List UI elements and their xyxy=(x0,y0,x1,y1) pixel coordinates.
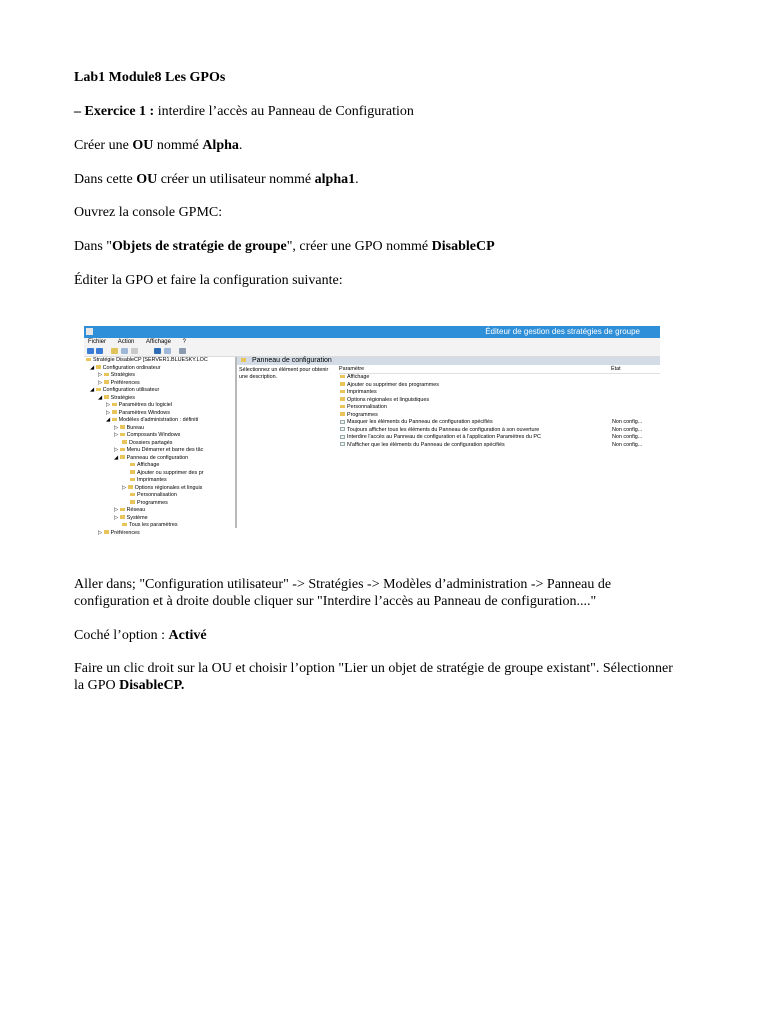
folder-icon xyxy=(104,530,109,534)
settings-icon xyxy=(122,523,127,527)
folder-icon xyxy=(130,463,135,467)
folder-icon xyxy=(130,493,135,497)
folder-icon xyxy=(130,500,135,504)
menu-item-fichier[interactable]: Fichier xyxy=(88,339,107,345)
filter-icon[interactable] xyxy=(179,348,186,354)
folder-icon xyxy=(104,380,109,384)
tree-item[interactable]: ▷ Stratégies xyxy=(98,372,135,378)
column-etat[interactable]: État xyxy=(611,366,621,372)
folder-icon xyxy=(340,390,345,394)
policy-icon xyxy=(86,358,91,362)
setting-row[interactable]: Toujours afficher tous les éléments du Panneau de configuration à son ouverture Non config... xyxy=(340,427,658,435)
step-create-user: Dans cette OU créer un utilisateur nommé alpha1. xyxy=(74,172,359,187)
folder-row[interactable]: Ajouter ou supprimer des programmes xyxy=(340,382,658,390)
tree-item[interactable]: ▷ Menu Démarrer et barre des tâc xyxy=(114,447,204,453)
tree-item[interactable]: ▷ Réseau xyxy=(114,507,146,513)
document-title: Lab1 Module8 Les GPOs xyxy=(74,70,226,85)
user-icon xyxy=(96,388,101,392)
step-create-gpo: Dans "Objets de stratégie de groupe", créer une GPO nommé DisableCP xyxy=(74,239,495,254)
folder-icon xyxy=(241,358,246,362)
tree-item[interactable]: Dossiers partagés xyxy=(122,440,244,448)
folder-icon xyxy=(130,478,135,482)
folder-row[interactable]: Programmes xyxy=(340,412,658,420)
folder-icon xyxy=(104,395,109,399)
tree-item[interactable]: ▷ Système xyxy=(114,514,148,521)
tree-item[interactable]: ◢ Panneau de configuration xyxy=(114,454,189,461)
tree-item[interactable]: ▷ Paramètres du logiciel xyxy=(106,402,172,408)
properties-icon[interactable] xyxy=(164,348,171,354)
computer-icon xyxy=(96,365,101,369)
back-arrow-icon[interactable] xyxy=(87,348,94,354)
tree-item[interactable]: Stratégie DisableCP [SERVER1.BLUESKY.LOC xyxy=(86,357,208,365)
column-parametre[interactable]: Paramètre xyxy=(339,366,365,372)
setting-icon xyxy=(340,435,345,439)
tree-item[interactable]: Ajouter ou supprimer des pr xyxy=(130,470,252,478)
tree-item[interactable]: ▷ Bureau xyxy=(114,424,145,431)
tree-item[interactable]: ▷ Composants Windows xyxy=(114,432,181,438)
folder-icon xyxy=(120,508,125,512)
menu-item-affichage[interactable]: Affichage xyxy=(146,339,171,345)
folder-icon xyxy=(340,397,345,401)
folder-icon xyxy=(120,448,125,452)
step-navigate: Aller dans; "Configuration utilisateur" -> Stratégies -> Modèles d’administration -> Panneau de configuration et à droite double cliquer sur "Interdire l’accès au Panneau de configuration...." xyxy=(74,577,612,609)
tree-item[interactable]: ▷ Paramètres Windows xyxy=(106,409,170,416)
folder-icon xyxy=(340,405,345,409)
tree-item[interactable]: ▷ Préférences xyxy=(98,379,140,386)
setting-row[interactable]: Interdire l'accès au Panneau de configuration et à l'application Paramètres du PC Non config... xyxy=(340,434,658,442)
tree-item[interactable]: ◢ Configuration ordinateur xyxy=(90,364,161,371)
folder-icon xyxy=(120,455,125,459)
step-edit-gpo: Éditer la GPO et faire la configuration suivante: xyxy=(74,273,343,288)
window-title: Éditeur de gestion des stratégies de groupe xyxy=(485,327,640,336)
setting-icon xyxy=(340,420,345,424)
step-open-gpmc: Ouvrez la console GPMC: xyxy=(74,205,223,220)
folder-icon xyxy=(120,425,125,429)
tree-item[interactable]: ▷ Préférences xyxy=(98,529,140,536)
folder-icon xyxy=(112,403,117,407)
folder-icon xyxy=(340,382,345,386)
forward-arrow-icon[interactable] xyxy=(96,348,103,354)
exercise-heading: – Exercice 1 : interdire l’accès au Panneau de Configuration xyxy=(74,104,414,119)
folder-row[interactable]: Affichage xyxy=(340,374,658,382)
tree-item[interactable]: Programmes xyxy=(130,500,252,508)
folder-row[interactable]: Imprimantes xyxy=(340,389,658,397)
folder-icon xyxy=(340,375,345,379)
help-icon[interactable] xyxy=(154,348,161,354)
export-icon[interactable] xyxy=(131,348,138,354)
tree-item[interactable]: Imprimantes xyxy=(130,477,252,485)
step-create-ou: Créer une OU nommé Alpha. xyxy=(74,138,243,153)
tree-pane xyxy=(84,357,237,536)
tree-item[interactable]: ▷ Options régionales et linguis xyxy=(122,484,203,491)
details-pane xyxy=(237,357,660,528)
folder-up-icon[interactable] xyxy=(111,348,118,354)
folder-icon xyxy=(104,373,109,377)
step-link-gpo: Faire un clic droit sur la OU et choisir l’option "Lier un objet de stratégie de groupe existant". Sélectionner la GPO DisableCP. xyxy=(74,661,673,693)
gpo-editor-screenshot xyxy=(84,326,660,536)
tree-item[interactable]: ◢ Modèles d'administration : définiti xyxy=(106,417,199,423)
tree-item[interactable]: ◢ Configuration utilisateur xyxy=(90,387,160,393)
setting-icon xyxy=(340,442,345,446)
folder-row[interactable]: Options régionales et linguistiques xyxy=(340,397,658,405)
window-titlebar xyxy=(84,326,660,338)
folder-icon xyxy=(112,410,117,414)
menu-item-help[interactable]: ? xyxy=(182,339,186,345)
setting-icon xyxy=(340,427,345,431)
app-icon xyxy=(86,328,93,335)
setting-row[interactable]: N'afficher que les éléments du Panneau de configuration spécifiés Non config... xyxy=(340,442,658,450)
show-hide-tree-icon[interactable] xyxy=(121,348,128,354)
setting-row[interactable]: Masquer les éléments du Panneau de configuration spécifiés Non config... xyxy=(340,419,658,427)
panel-header: Panneau de configuration xyxy=(237,357,660,365)
folder-icon xyxy=(120,515,125,519)
toolbar xyxy=(84,347,660,357)
tree-item[interactable]: Tous les paramètres xyxy=(122,522,244,530)
tree-item[interactable]: ◢ Stratégies xyxy=(98,394,135,401)
tree-item[interactable]: Personnalisation xyxy=(130,492,252,500)
folder-row[interactable]: Personnalisation xyxy=(340,404,658,412)
tree-item[interactable]: Affichage xyxy=(130,462,252,470)
folder-icon xyxy=(128,485,133,489)
folder-icon xyxy=(122,440,127,444)
menu-bar xyxy=(84,338,660,347)
folder-icon xyxy=(120,433,125,437)
step-enable-option: Coché l’option : Activé xyxy=(74,628,207,643)
description-text: Sélectionnez un élément pour obtenir une description. xyxy=(239,367,329,380)
column-header xyxy=(339,366,660,374)
folder-icon xyxy=(130,470,135,474)
folder-icon xyxy=(112,418,117,422)
folder-icon xyxy=(340,412,345,416)
settings-list xyxy=(340,374,658,449)
menu-item-action[interactable]: Action xyxy=(117,339,135,345)
